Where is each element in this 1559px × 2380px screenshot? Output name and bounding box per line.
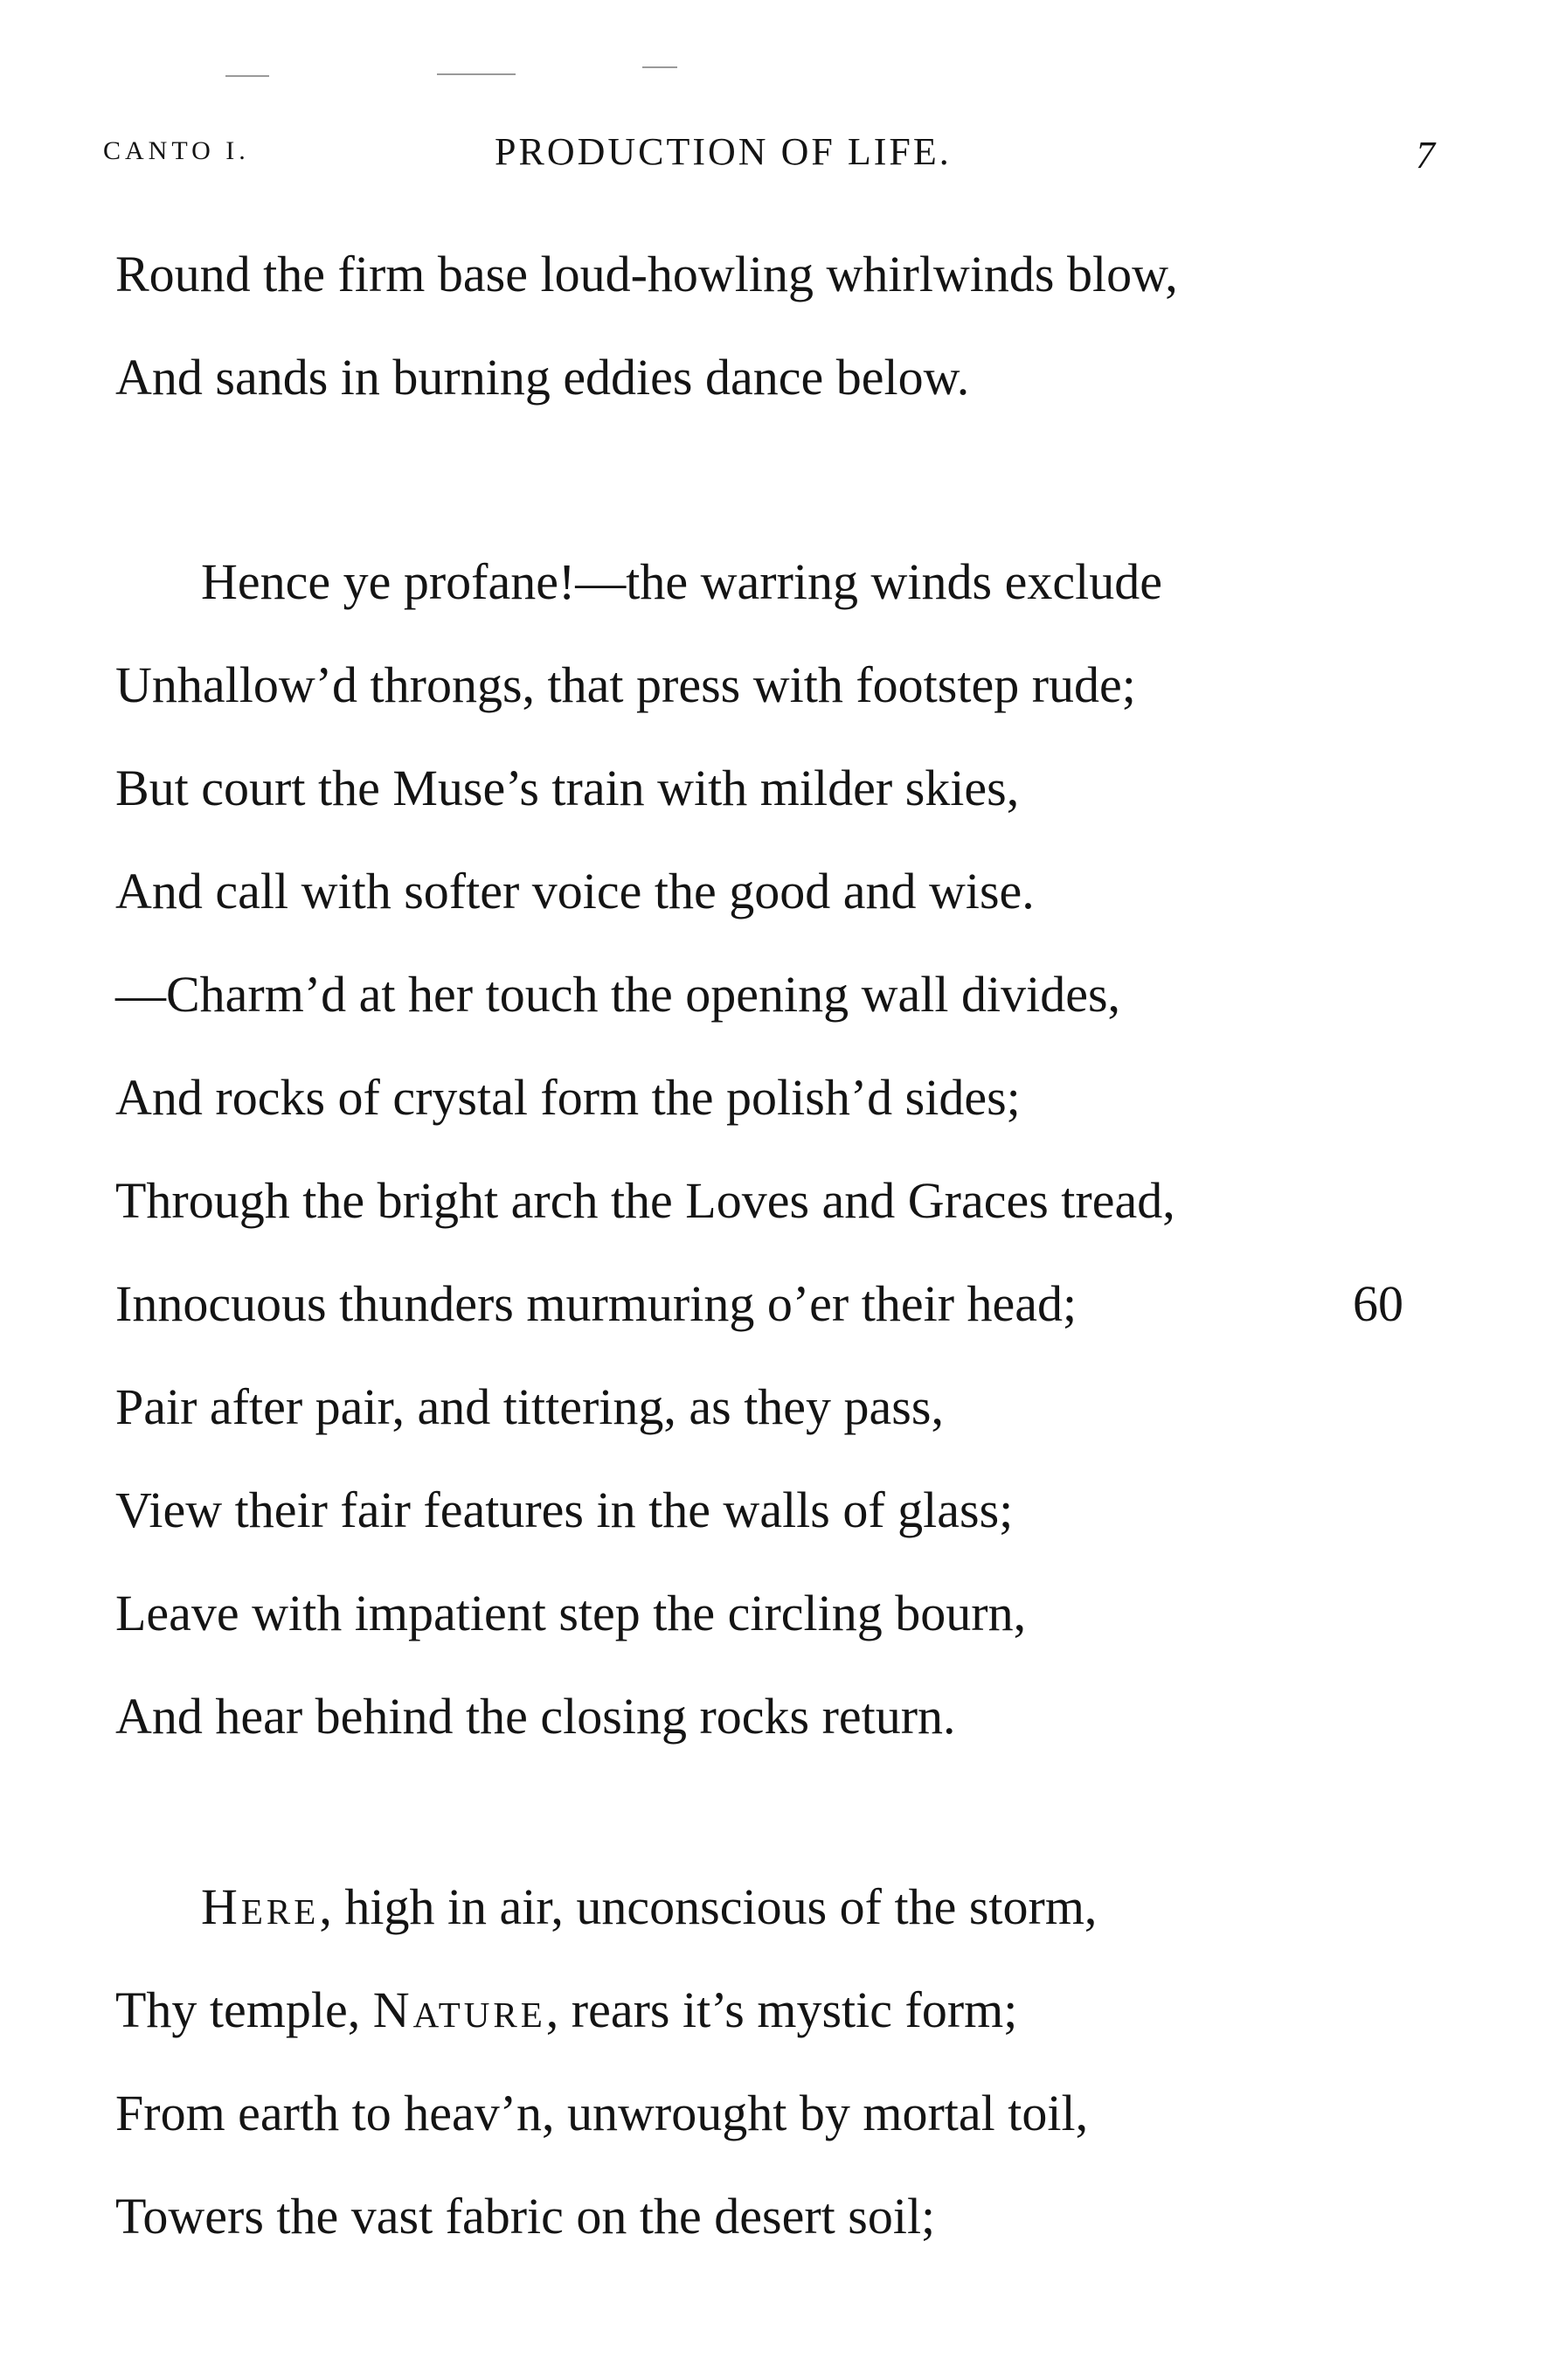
verse-line bbox=[115, 1981, 1018, 2038]
verse-line: Pair after pair, and tittering, as they pass, bbox=[115, 1378, 944, 1435]
print-speck bbox=[225, 75, 269, 77]
running-head bbox=[103, 129, 1449, 182]
section-title: PRODUCTION OF LIFE. bbox=[495, 130, 952, 173]
verse-line bbox=[201, 1878, 1098, 1935]
verse-line: Round the firm base loud-howling whirlwinds blow, bbox=[115, 246, 1178, 302]
verse-line: And hear behind the closing rocks return. bbox=[115, 1688, 956, 1745]
verse-line: From earth to heav’n, unwrought by mortal toil, bbox=[115, 2085, 1089, 2141]
small-caps-word: Nature bbox=[372, 1981, 546, 2038]
verse-text: Thy temple, bbox=[115, 1981, 373, 2038]
verse-line: Towers the vast fabric on the desert soil; bbox=[115, 2188, 936, 2245]
verse-line: —Charm’d at her touch the opening wall divides, bbox=[115, 966, 1121, 1023]
print-speck bbox=[642, 66, 677, 68]
verse-text: , rears it’s mystic form; bbox=[545, 1981, 1018, 2038]
canto-label: CANTO I. bbox=[103, 136, 250, 165]
verse-line: Innocuous thunders murmuring o’er their head; bbox=[115, 1275, 1077, 1332]
verse-line: View their fair features in the walls of glass; bbox=[115, 1481, 1014, 1538]
verse-line: And call with softer voice the good and wise. bbox=[115, 863, 1035, 919]
verse-text: , high in air, unconscious of the storm, bbox=[319, 1878, 1098, 1935]
verse-line: Hence ye profane!—the warring winds exclude bbox=[201, 553, 1162, 610]
verse-line: And rocks of crystal form the polish’d sides; bbox=[115, 1069, 1021, 1126]
small-caps-word: Here bbox=[201, 1878, 320, 1935]
verse-line: But court the Muse’s train with milder skies, bbox=[115, 760, 1020, 816]
verse-line: And sands in burning eddies dance below. bbox=[115, 349, 970, 406]
verse-line: Through the bright arch the Loves and Graces tread, bbox=[115, 1172, 1175, 1229]
verse-line: Unhallow’d throngs, that press with footstep rude; bbox=[115, 656, 1136, 713]
verse-line: Leave with impatient step the circling bourn, bbox=[115, 1585, 1027, 1641]
print-speck bbox=[437, 73, 516, 75]
page-number: 7 bbox=[1416, 134, 1437, 177]
line-number: 60 bbox=[1353, 1275, 1403, 1332]
